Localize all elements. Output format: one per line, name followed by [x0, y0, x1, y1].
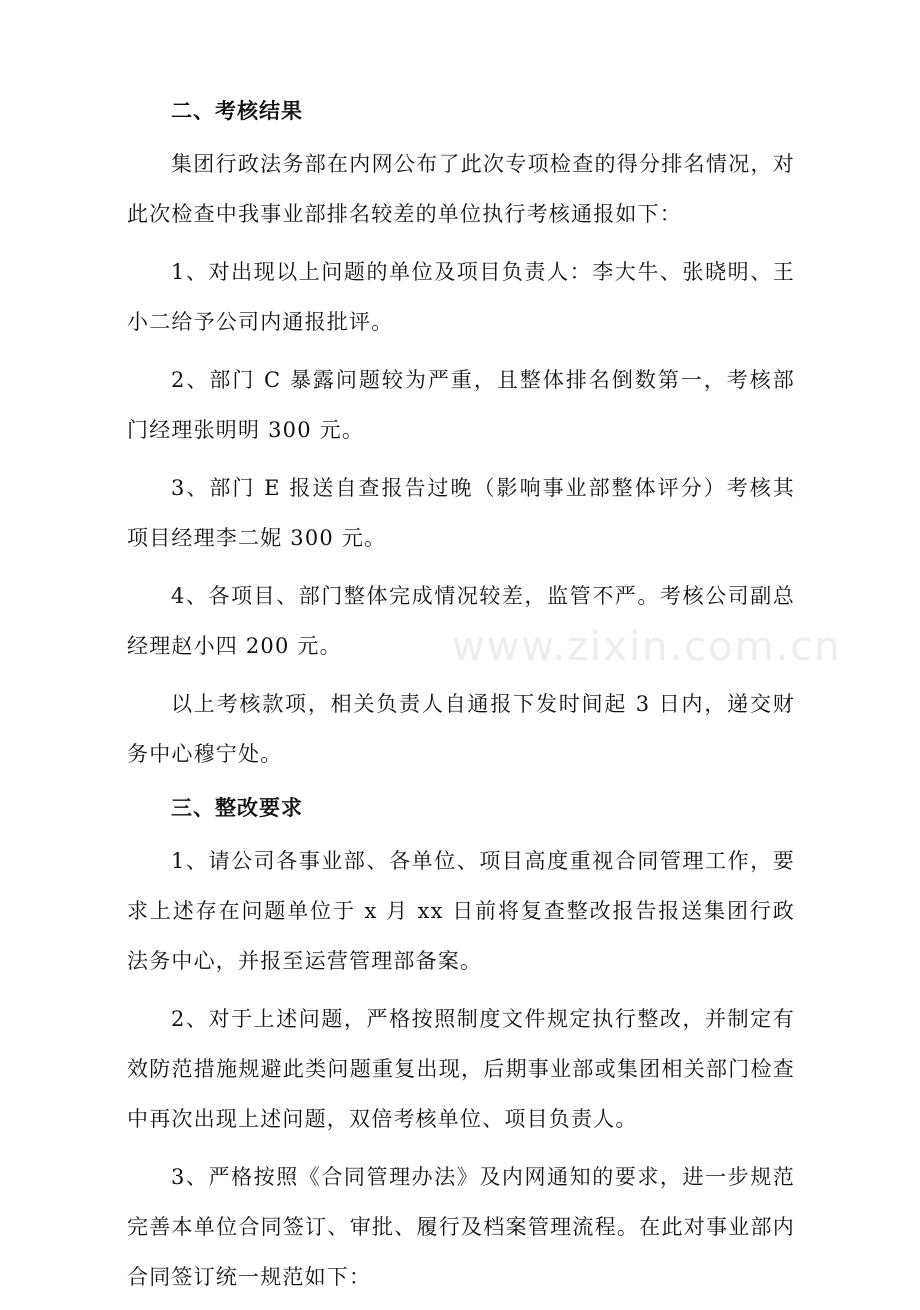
watermark-text: www.zixin.com.cn: [452, 624, 842, 670]
paragraph-item-3: 3、部门 E 报送自查报告过晚（影响事业部整体评分）考核其项目经理李二妮 300 元。: [127, 476, 795, 550]
section-heading-assessment-results: 二、考核结果: [171, 98, 303, 123]
section-heading-rectification-requirements: 三、整改要求: [171, 795, 303, 820]
paragraph-item-2: 2、部门 C 暴露问题较为严重，且整体排名倒数第一，考核部门经理张明明 300 元。: [127, 368, 795, 442]
paragraph-intro: 集团行政法务部在内网公布了此次专项检查的得分排名情况，对此次检查中我事业部排名较差的单位执行考核通报如下：: [127, 152, 795, 226]
paragraph-requirement-1: 1、请公司各事业部、各单位、项目高度重视合同管理工作，要求上述存在问题单位于 x 月 xx 日前将复查整改报告报送集团行政法务中心，并报至运营管理部备案。: [127, 849, 795, 973]
paragraph-item-1: 1、对出现以上问题的单位及项目负责人：李大牛、张晓明、王小二给予公司内通报批评。: [127, 260, 795, 334]
paragraph-requirement-2: 2、对于上述问题，严格按照制度文件规定执行整改，并制定有效防范措施规避此类问题重复出现，后期事业部或集团相关部门检查中再次出现上述问题，双倍考核单位、项目负责人。: [127, 1007, 795, 1131]
paragraph-item-4: 4、各项目、部门整体完成情况较差，监管不严。考核公司副总经理赵小四 200 元。: [127, 584, 795, 658]
document-body: [127, 90, 795, 1310]
paragraph-requirement-3: 3、严格按照《合同管理办法》及内网通知的要求，进一步规范完善本单位合同签订、审批、履行及档案管理流程。在此对事业部内合同签订统一规范如下：: [127, 1165, 795, 1289]
paragraph-closing: 以上考核款项，相关负责人自通报下发时间起 3 日内，递交财务中心穆宁处。: [127, 692, 795, 766]
